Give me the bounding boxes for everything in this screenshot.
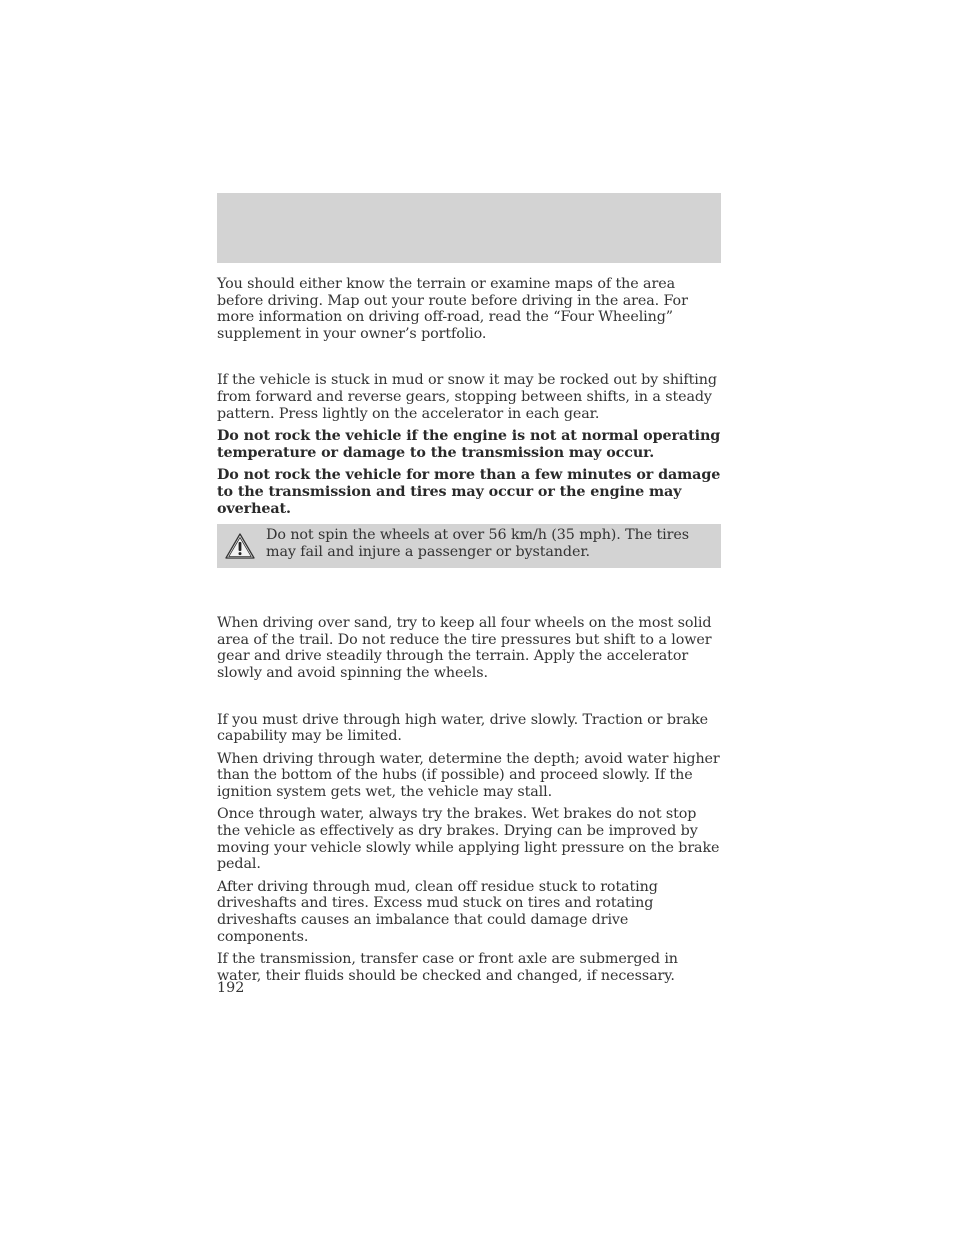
paragraph-brakes: Once through water, always try the brakes. Wet brakes do not stop the vehicle as effectively as dry brakes. Drying can be improved by moving your vehicle slowly while applying light pressure on the brake pedal. bbox=[217, 806, 720, 873]
paragraph-submerged: If the transmission, transfer case or front axle are submerged in water, their fluids should be checked and changed, if necessary. bbox=[217, 951, 678, 984]
warning-triangle-icon bbox=[224, 532, 256, 560]
paragraph-high-water: If you must drive through high water, drive slowly. Traction or brake capability may be limited. bbox=[217, 711, 708, 745]
warning-box bbox=[217, 524, 721, 568]
section-header-band bbox=[217, 193, 721, 263]
paragraph-sand: When driving over sand, try to keep all four wheels on the most solid area of the trail. Do not reduce the tire pressures but shift to a lower gear and drive steadily through the terrain. Apply the accelerator slowly and avoid spinning the wheels. bbox=[217, 615, 712, 681]
paragraph-terrain: You should either know the terrain or examine maps of the area before driving. Map out your route before driving in the area. For more information on driving off-road, read the “Four Wheeling” supplement in your owner’s portfolio. bbox=[217, 276, 688, 342]
page-number: 192 bbox=[217, 980, 245, 996]
caution-rock-temperature: Do not rock the vehicle if the engine is not at normal operating temperature or damage to the transmission may occur. bbox=[217, 428, 721, 461]
paragraph-water-depth: When driving through water, determine the depth; avoid water higher than the bottom of the hubs (if possible) and proceed slowly. If the ignition system gets wet, the vehicle may stall. bbox=[217, 750, 720, 800]
caution-rock-duration: Do not rock the vehicle for more than a few minutes or damage to the transmission and tires may occur or the engine may overheat. bbox=[217, 467, 721, 517]
paragraph-mud: After driving through mud, clean off residue stuck to rotating driveshafts and tires. Excess mud stuck on tires and rotating driveshafts causes an imbalance that could damage drive components. bbox=[217, 878, 658, 945]
paragraph-rocking: If the vehicle is stuck in mud or snow it may be rocked out by shifting from forward and reverse gears, stopping between shifts, in a steady pattern. Press lightly on the accelerator in each gear. bbox=[217, 372, 717, 422]
page-content bbox=[217, 276, 721, 984]
warning-text: Do not spin the wheels at over 56 km/h (35 mph). The tires may fail and injure a passenger or bystander. bbox=[266, 527, 689, 560]
